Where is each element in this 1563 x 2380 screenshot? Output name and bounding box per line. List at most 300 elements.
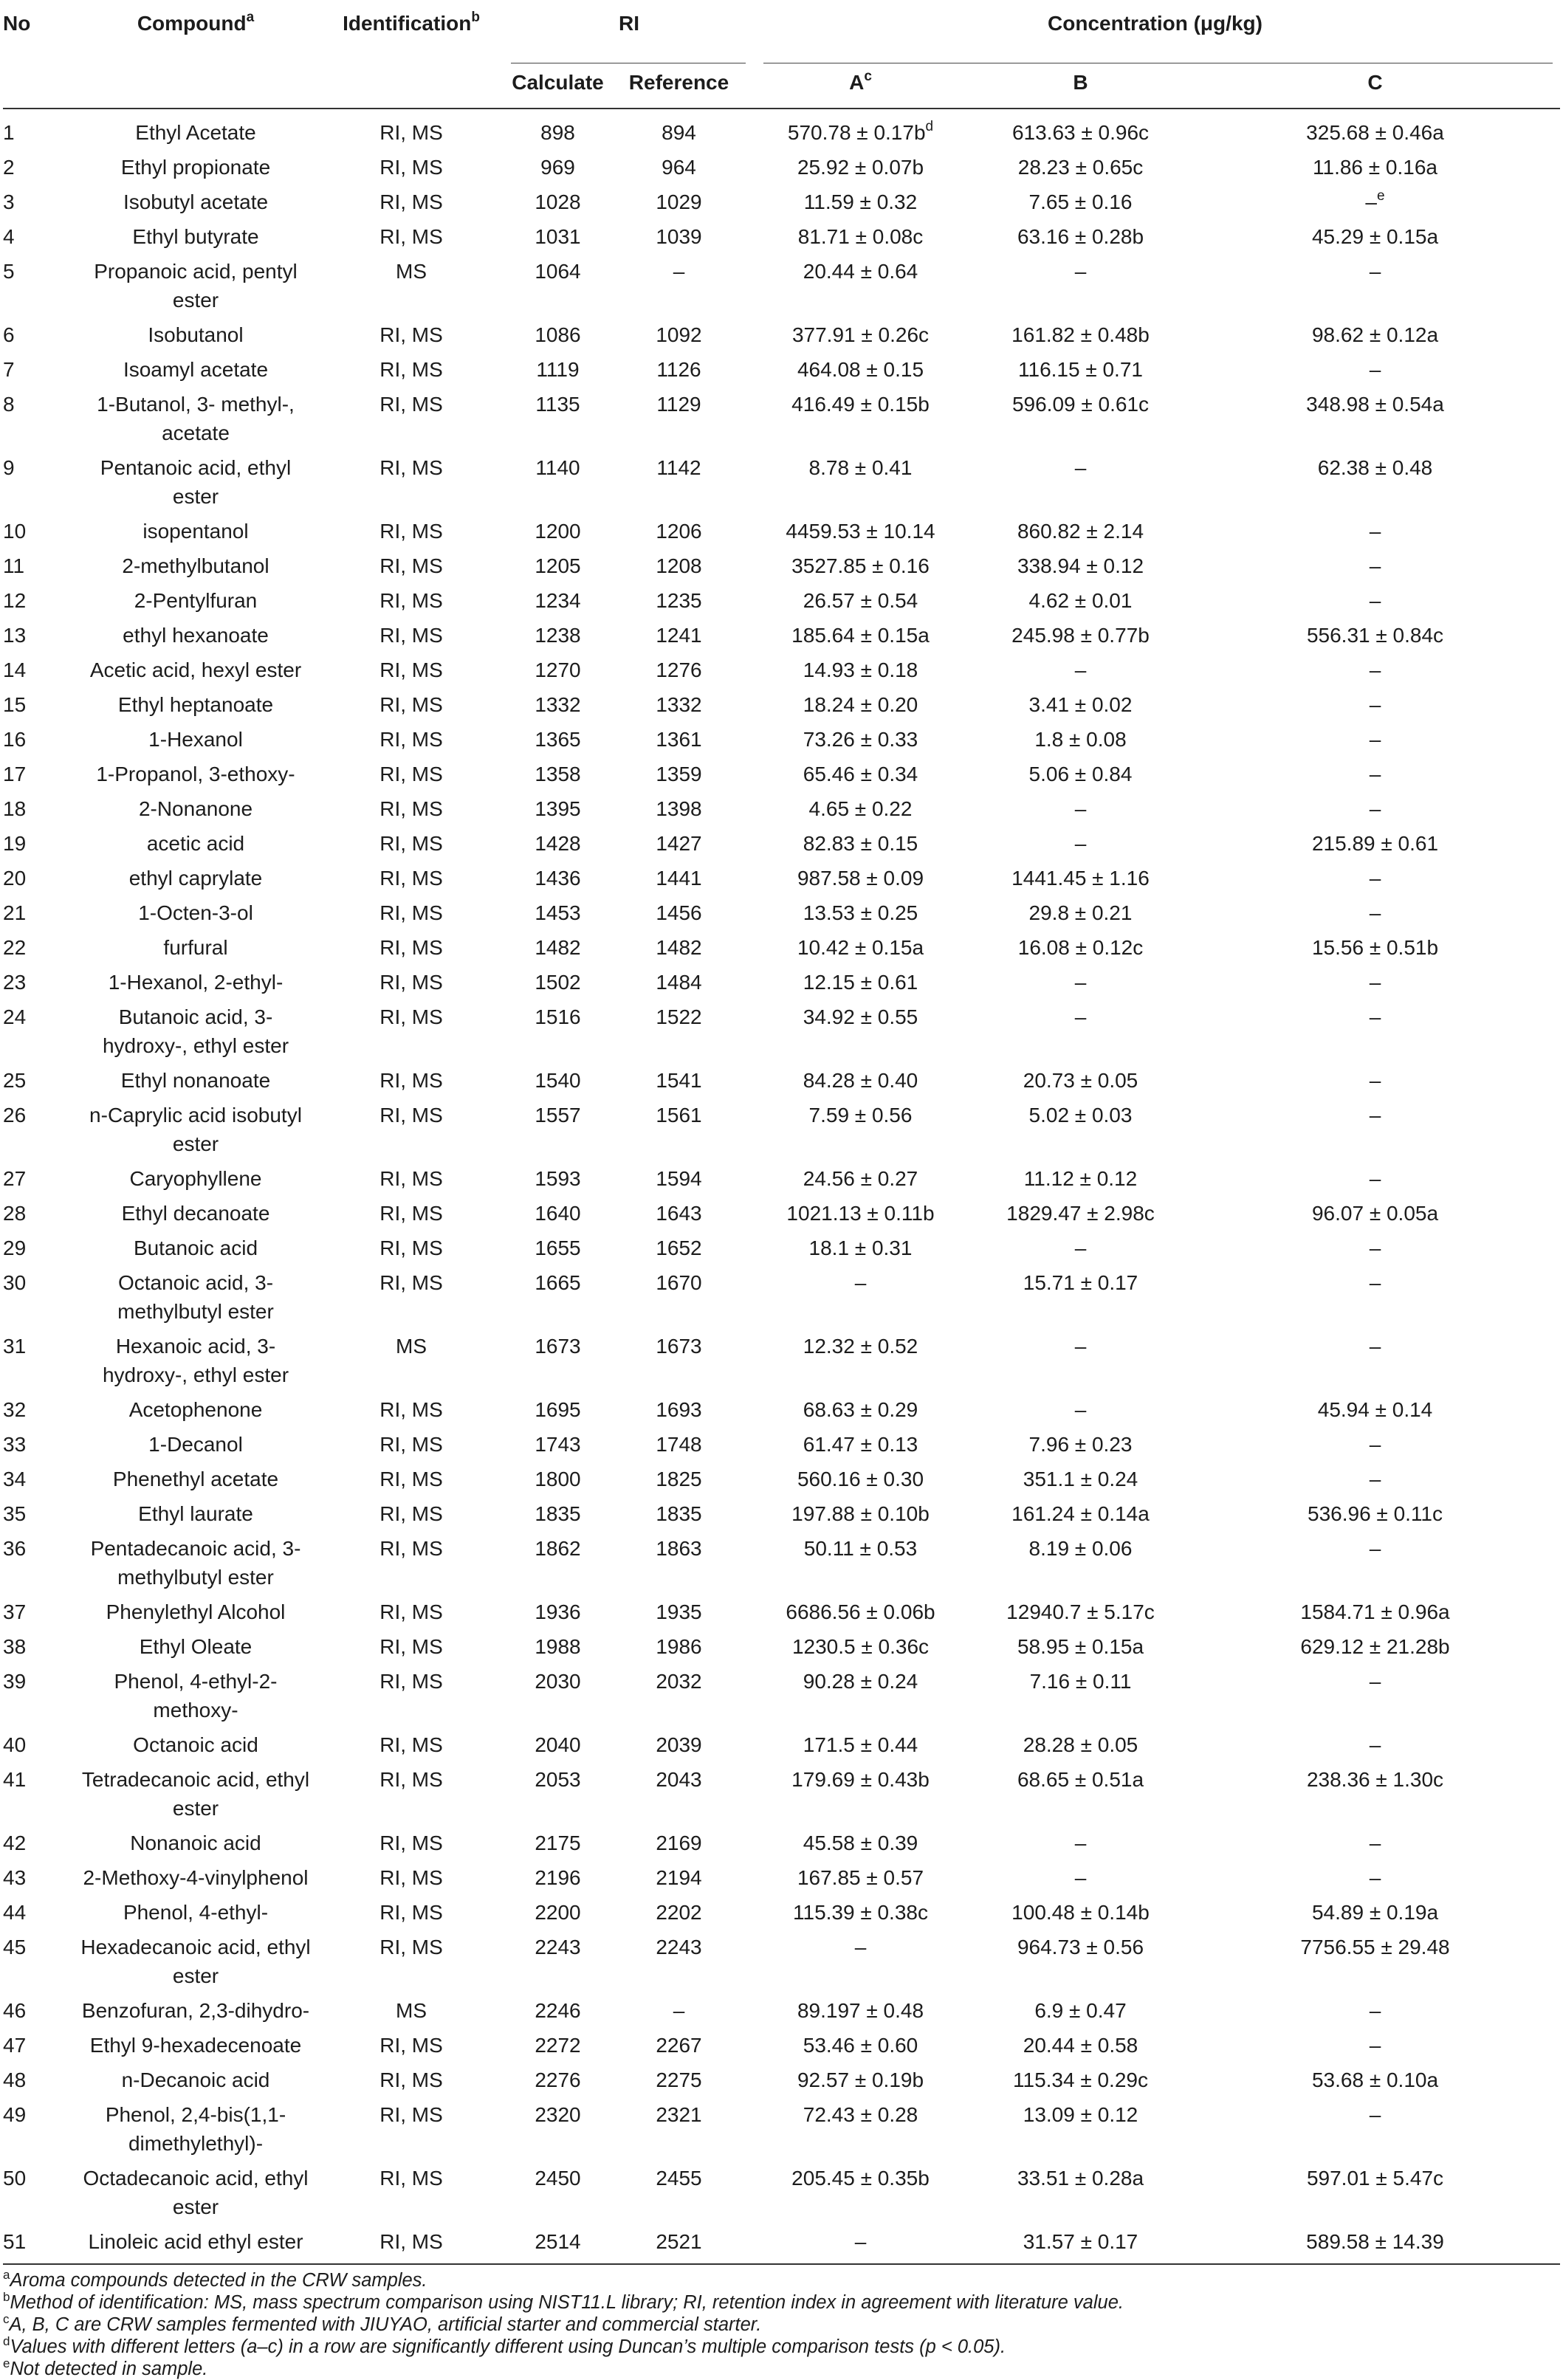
table-row [3,2066,1560,2100]
cell-conc-b: 1829.47 ± 2.98c [1006,1202,1155,1225]
cell-conc-b: – [1074,1005,1087,1028]
cell-ri-reference: 1129 [656,393,701,416]
cell-no: 49 [3,2103,27,2126]
table-row [3,1730,1560,1765]
cell-conc-b: 33.51 ± 0.28a [1017,2167,1144,2190]
cell-conc-a: 377.91 ± 0.26c [791,323,930,346]
cell-conc-a: 81.71 ± 0.08c [797,225,924,248]
cell-compound: Butanoic acid, 3- hydroxy-, ethyl ester [102,1005,289,1057]
cell-ri-calculate: 1835 [535,1502,581,1525]
cell-conc-b: 100.48 ± 0.14b [1011,1901,1150,1924]
cell-conc-a: 197.88 ± 0.10b [791,1502,930,1525]
cell-conc-c: – [1369,589,1381,612]
table-row [3,656,1560,690]
cell-compound: Ethyl butyrate [132,225,259,248]
cell-no: 43 [3,1866,27,1889]
cell-no: 22 [3,936,27,959]
table-row [3,1499,1560,1534]
table-row [3,1101,1560,1164]
table-row [3,551,1560,586]
cell-identification: RI, MS [379,2103,443,2126]
cell-identification: RI, MS [379,554,443,577]
footnote: $^c$A, B, C are CRW samples fermented with JIUYAO, artificial starter and commercial starter. [3,2311,762,2335]
table-row [3,1534,1560,1597]
header-conc-b: B [1073,71,1088,94]
cell-no: 20 [3,867,27,890]
cell-compound: Hexadecanoic acid, ethyl ester [80,1936,311,1987]
table-container [3,9,1560,2380]
cell-conc-c: – [1369,1335,1381,1358]
cell-ri-calculate: 1119 [536,358,580,381]
cell-identification: RI, MS [379,693,443,716]
cell-conc-b: 63.16 ± 0.28b [1017,225,1144,248]
cell-compound: n-Caprylic acid isobutyl ester [89,1104,302,1155]
cell-identification: RI, MS [379,1600,443,1623]
table-row [3,1066,1560,1101]
cell-conc-b: 15.71 ± 0.17 [1023,1271,1138,1294]
cell-ri-reference: 2032 [656,1670,702,1693]
cell-no: 24 [3,1005,27,1028]
cell-conc-b: – [1074,1398,1087,1421]
cell-ri-calculate: 1557 [535,1104,581,1127]
cell-compound: acetic acid [146,832,245,855]
header-conc-a: $A^c$ [849,68,872,94]
cell-compound: Ethyl nonanoate [120,1069,271,1092]
cell-ri-calculate: 2276 [535,2068,581,2091]
cell-ri-reference: 1835 [656,1502,702,1525]
cell-conc-c: 53.68 ± 0.10a [1311,2068,1439,2091]
cell-conc-a: 53.46 ± 0.60 [803,2034,918,2057]
cell-ri-reference: 1456 [656,901,702,924]
footnote: $^d$Values with different letters (a–c) in a row are significantly different using Duncan’s multiple comparison tests (p < 0.05). [3,2333,1006,2357]
cell-ri-calculate: 1270 [535,658,581,681]
cell-no: 13 [3,624,27,647]
cell-compound: Ethyl 9-hexadecenoate [89,2034,302,2057]
cell-ri-calculate: 1365 [535,728,581,751]
cell-compound: 2-methylbutanol [122,554,269,577]
cell-conc-a: 73.26 ± 0.33 [803,728,918,751]
cell-ri-calculate: 1436 [535,867,581,890]
cell-no: 4 [3,225,15,248]
cell-no: 29 [3,1237,27,1259]
cell-conc-c: 597.01 ± 5.47c [1306,2167,1444,2190]
cell-conc-c: – [1369,1271,1381,1294]
cell-conc-b: 613.63 ± 0.96c [1011,121,1150,144]
cell-compound: Octadecanoic acid, ethyl ester [83,2167,309,2218]
cell-conc-b: 7.96 ± 0.23 [1028,1433,1133,1456]
cell-conc-a: 20.44 ± 0.64 [803,260,918,283]
table-row [3,453,1560,517]
cell-identification: RI, MS [379,1502,443,1525]
cell-conc-c: 15.56 ± 0.51b [1311,936,1439,959]
cell-identification: RI, MS [379,1768,443,1791]
cell-conc-c: – [1369,1005,1381,1028]
cell-conc-c: – [1369,2103,1381,2126]
cell-ri-calculate: 1234 [535,589,581,612]
cell-conc-c: 325.68 ± 0.46a [1306,121,1444,144]
table-row [3,864,1560,898]
cell-ri-calculate: 1640 [535,1202,581,1225]
cell-compound: Hexanoic acid, 3- hydroxy-, ethyl ester [102,1335,289,1386]
cell-conc-c: – [1369,1832,1381,1854]
cell-conc-b: 29.8 ± 0.21 [1028,901,1133,924]
cell-compound: Phenylethyl Alcohol [106,1600,286,1623]
cell-conc-a: 464.08 ± 0.15 [797,358,924,381]
cell-no: 23 [3,971,27,994]
cell-no: 21 [3,901,27,924]
cell-no: 39 [3,1670,27,1693]
cell-no: 15 [3,693,27,716]
cell-identification: RI, MS [379,323,443,346]
cell-identification: RI, MS [379,1271,443,1294]
cell-compound: Phenol, 2,4-bis(1,1-dimethylethyl)- [105,2103,286,2155]
cell-ri-reference: 894 [662,121,696,144]
cell-no: 7 [3,358,15,381]
cell-conc-b: 338.94 ± 0.12 [1017,554,1144,577]
cell-compound: 1-Hexanol, 2-ethyl- [108,971,284,994]
table-row [3,725,1560,760]
cell-ri-calculate: 2200 [535,1901,581,1924]
cell-ri-reference: 1276 [656,658,702,681]
header-compound: Compound$^a$ [137,9,255,35]
cell-identification: RI, MS [379,1832,443,1854]
cell-conc-a: 11.59 ± 0.32 [803,190,918,213]
cell-conc-b: – [1074,658,1087,681]
cell-conc-c: 238.36 ± 1.30c [1306,1768,1444,1791]
cell-ri-calculate: 1988 [535,1635,581,1658]
cell-compound: 1-Octen-3-ol [138,901,253,924]
cell-no: 16 [3,728,27,751]
cell-compound: Isoamyl acetate [123,358,269,381]
cell-ri-calculate: 1516 [535,1005,581,1028]
cell-identification: RI, MS [379,1433,443,1456]
cell-ri-calculate: 1332 [535,693,581,716]
table-row [3,1632,1560,1667]
cell-conc-b: 20.44 ± 0.58 [1023,2034,1138,2057]
cell-identification: MS [396,1335,427,1358]
table-row [3,760,1560,794]
cell-compound: Octanoic acid [133,1733,258,1756]
cell-no: 50 [3,2167,27,2190]
cell-conc-b: 161.24 ± 0.14a [1011,1502,1150,1525]
cell-conc-a: 4.65 ± 0.22 [808,797,913,820]
cell-conc-c: –$^e$ [1365,188,1385,213]
cell-no: 41 [3,1768,27,1791]
table-row [3,1996,1560,2031]
cell-identification: RI, MS [379,901,443,924]
cell-conc-c: – [1369,1433,1381,1456]
cell-no: 11 [3,554,25,577]
cell-identification: RI, MS [379,832,443,855]
cell-conc-a: 987.58 ± 0.09 [797,867,924,890]
cell-no: 38 [3,1635,27,1658]
cell-identification: RI, MS [379,1936,443,1958]
cell-conc-a: 72.43 ± 0.28 [803,2103,918,2126]
cell-conc-a: $570.78 \pm 0.17b^d$ [787,118,934,144]
cell-conc-a: 25.92 ± 0.07b [797,156,924,179]
cell-conc-a: 65.46 ± 0.34 [803,763,918,785]
cell-conc-c: – [1369,1733,1381,1756]
cell-ri-reference: 1039 [656,225,702,248]
cell-ri-calculate: 2246 [535,1999,581,2022]
cell-ri-calculate: 2243 [535,1936,581,1958]
cell-conc-b: 5.06 ± 0.84 [1028,763,1133,785]
cell-ri-calculate: 1800 [535,1468,581,1490]
cell-ri-reference: 1935 [656,1600,702,1623]
cell-conc-c: 54.89 ± 0.19a [1311,1901,1439,1924]
cell-ri-calculate: 1086 [535,323,581,346]
cell-identification: RI, MS [379,121,443,144]
table-header [3,9,1560,109]
cell-conc-a: 167.85 ± 0.57 [797,1866,924,1889]
aroma-compounds-table [3,9,1560,2265]
cell-conc-b: 16.08 ± 0.12c [1017,936,1144,959]
cell-conc-c: 556.31 ± 0.84c [1306,624,1444,647]
cell-no: 34 [3,1468,27,1490]
cell-conc-a: 10.42 ± 0.15a [797,936,924,959]
cell-conc-a: 45.58 ± 0.39 [803,1832,918,1854]
cell-conc-b: 161.82 ± 0.48b [1011,323,1150,346]
cell-identification: RI, MS [379,1733,443,1756]
cell-compound: Nonanoic acid [130,1832,261,1854]
cell-conc-a: – [854,1936,867,1958]
cell-conc-b: – [1074,1832,1087,1854]
cell-ri-calculate: 1862 [535,1537,581,1560]
cell-conc-a: 115.39 ± 0.38c [793,1901,928,1924]
cell-conc-a: 6686.56 ± 0.06b [786,1600,935,1623]
cell-ri-calculate: 1743 [535,1433,581,1456]
cell-ri-reference: 2202 [656,1901,702,1924]
cell-compound: Ethyl Acetate [135,121,256,144]
cell-identification: RI, MS [379,867,443,890]
cell-ri-calculate: 1540 [535,1069,581,1092]
table-body [3,109,1560,2264]
cell-ri-calculate: 1135 [535,393,580,416]
cell-compound: Isobutyl acetate [123,190,269,213]
cell-conc-c: 7756.55 ± 29.48 [1300,1936,1450,1958]
cell-identification: RI, MS [379,520,443,543]
cell-compound: isopentanol [142,520,249,543]
cell-ri-reference: 1092 [656,323,702,346]
cell-no: 1 [3,121,15,144]
cell-conc-a: 50.11 ± 0.53 [803,1537,918,1560]
cell-ri-reference: 1673 [656,1335,702,1358]
table-row [3,390,1560,453]
footnote: $^b$Method of identification: MS, mass spectrum comparison using NIST11.L library; RI, retention index in agreement with literature value. [3,2289,1124,2313]
cell-conc-c: – [1369,1237,1381,1259]
cell-compound: n-Decanoic acid [121,2068,270,2091]
cell-conc-c: 215.89 ± 0.61 [1311,832,1439,855]
cell-no: 19 [3,832,27,855]
table-row [3,829,1560,864]
cell-conc-a: 8.78 ± 0.41 [808,456,913,479]
table-row [3,320,1560,355]
cell-ri-reference: 1235 [656,589,702,612]
cell-conc-c: – [1369,1537,1381,1560]
cell-ri-reference: 1361 [656,728,702,751]
cell-identification: RI, MS [379,1537,443,1560]
header-ri: RI [508,9,750,68]
cell-compound: Octanoic acid, 3-methylbutyl ester [117,1271,274,1323]
cell-conc-b: – [1074,1866,1087,1889]
cell-ri-calculate: 1655 [535,1237,581,1259]
cell-identification: RI, MS [379,2068,443,2091]
cell-ri-reference: 1208 [656,554,702,577]
cell-no: 42 [3,1832,27,1854]
cell-conc-a: 12.32 ± 0.52 [803,1335,918,1358]
cell-conc-a: 13.53 ± 0.25 [803,901,918,924]
cell-conc-c: – [1369,797,1381,820]
cell-ri-calculate: 2030 [535,1670,581,1693]
cell-compound: Tetradecanoic acid, ethyl ester [81,1768,310,1820]
cell-ri-reference: 2275 [656,2068,702,2091]
header-ri-calculate: Calculate [512,71,604,94]
cell-conc-b: 58.95 ± 0.15a [1017,1635,1144,1658]
cell-conc-b: 20.73 ± 0.05 [1023,1069,1138,1092]
cell-conc-c: – [1369,763,1381,785]
cell-no: 33 [3,1433,27,1456]
cell-ri-calculate: 969 [540,156,575,179]
cell-compound: Phenol, 4-ethyl-2-methoxy- [114,1670,278,1722]
cell-ri-calculate: 1695 [535,1398,581,1421]
cell-no: 28 [3,1202,27,1225]
cell-compound: 2-Methoxy-4-vinylphenol [83,1866,309,1889]
table-row [3,1002,1560,1066]
header-identification: Identification$^b$ [343,9,480,35]
cell-conc-b: 6.9 ± 0.47 [1034,1999,1127,2022]
cell-ri-reference: 2194 [656,1866,702,1889]
cell-ri-reference: 1441 [656,867,702,890]
cell-conc-c: – [1369,901,1381,924]
cell-ri-reference: 1241 [656,624,702,647]
cell-no: 30 [3,1271,27,1294]
cell-conc-a: 18.24 ± 0.20 [803,693,918,716]
cell-conc-c: – [1369,358,1381,381]
cell-conc-b: – [1074,1335,1087,1358]
cell-ri-reference: 1652 [656,1237,702,1259]
cell-ri-calculate: 1140 [535,456,580,479]
cell-ri-reference: 2267 [656,2034,702,2057]
cell-identification: RI, MS [379,1069,443,1092]
cell-compound: Ethyl heptanoate [117,693,274,716]
table-row [3,1395,1560,1430]
cell-conc-a: 7.59 ± 0.56 [808,1104,913,1127]
cell-no: 51 [3,2230,27,2253]
cell-no: 46 [3,1999,27,2022]
cell-ri-calculate: 1028 [535,190,581,213]
cell-ri-reference: 1427 [656,832,702,855]
table-row [3,153,1560,188]
cell-ri-calculate: 2272 [535,2034,581,2057]
cell-conc-c: – [1369,1104,1381,1127]
cell-conc-c: 629.12 ± 21.28b [1300,1635,1450,1658]
cell-ri-reference: 2039 [656,1733,702,1756]
cell-conc-a: 24.56 ± 0.27 [803,1167,918,1190]
table-row [3,1667,1560,1730]
cell-conc-a: 4459.53 ± 10.14 [786,520,935,543]
cell-conc-c: 589.58 ± 14.39 [1306,2230,1444,2253]
table-row [3,257,1560,320]
cell-identification: RI, MS [379,763,443,785]
cell-ri-calculate: 2040 [535,1733,581,1756]
cell-conc-a: 185.64 ± 0.15a [791,624,930,647]
cell-no: 35 [3,1502,27,1525]
cell-ri-reference: 1670 [656,1271,702,1294]
cell-identification: RI, MS [379,971,443,994]
table-row [3,1863,1560,1898]
cell-compound: furfural [163,936,228,959]
cell-ri-reference: 1359 [656,763,702,785]
cell-identification: RI, MS [379,1167,443,1190]
cell-conc-c: – [1369,260,1381,283]
cell-identification: RI, MS [379,456,443,479]
cell-conc-c: 98.62 ± 0.12a [1311,323,1439,346]
cell-identification: RI, MS [379,1635,443,1658]
cell-conc-a: 92.57 ± 0.19b [797,2068,924,2091]
table-row [3,968,1560,1002]
header-conc-c: C [1367,71,1383,94]
cell-no: 18 [3,797,27,820]
cell-identification: RI, MS [379,728,443,751]
cell-conc-c: – [1369,867,1381,890]
cell-ri-calculate: 1502 [535,971,581,994]
cell-identification: RI, MS [379,156,443,179]
cell-conc-c: 1584.71 ± 0.96a [1300,1600,1450,1623]
table-row [3,222,1560,257]
cell-identification: MS [396,1999,427,2022]
cell-identification: MS [396,260,427,283]
cell-identification: RI, MS [379,1202,443,1225]
cell-ri-calculate: 1665 [535,1271,581,1294]
header-no: No [3,12,31,35]
table-row [3,2164,1560,2227]
cell-compound: Linoleic acid ethyl ester [88,2230,303,2253]
cell-no: 45 [3,1936,27,1958]
cell-conc-b: 116.15 ± 0.71 [1018,358,1143,381]
table-row [3,1199,1560,1234]
cell-identification: RI, MS [379,1398,443,1421]
cell-ri-calculate: 1395 [535,797,581,820]
cell-ri-reference: – [673,260,685,283]
table-row [3,1332,1560,1395]
table-row [3,517,1560,551]
cell-ri-calculate: 1064 [535,260,581,283]
cell-compound: 1-Decanol [148,1433,243,1456]
cell-conc-a: 18.1 ± 0.31 [808,1237,913,1259]
cell-conc-b: 28.23 ± 0.65c [1017,156,1144,179]
cell-identification: RI, MS [379,936,443,959]
cell-ri-calculate: 1200 [535,520,581,543]
cell-no: 9 [3,456,15,479]
table-row [3,621,1560,656]
table-row [3,2100,1560,2164]
table-row [3,1234,1560,1268]
cell-ri-reference: 1206 [656,520,702,543]
cell-conc-a: 416.49 ± 0.15b [791,393,930,416]
cell-no: 37 [3,1600,27,1623]
cell-ri-reference: – [673,1999,685,2022]
cell-conc-b: – [1074,797,1087,820]
cell-ri-calculate: 2320 [535,2103,581,2126]
table-row [3,2227,1560,2264]
cell-compound: Propanoic acid, pentyl ester [94,260,298,312]
cell-identification: RI, MS [379,393,443,416]
cell-compound: Ethyl propionate [120,156,271,179]
cell-ri-calculate: 2175 [535,1832,581,1854]
cell-ri-calculate: 1428 [535,832,581,855]
cell-ri-calculate: 1593 [535,1167,581,1190]
cell-no: 25 [3,1069,27,1092]
